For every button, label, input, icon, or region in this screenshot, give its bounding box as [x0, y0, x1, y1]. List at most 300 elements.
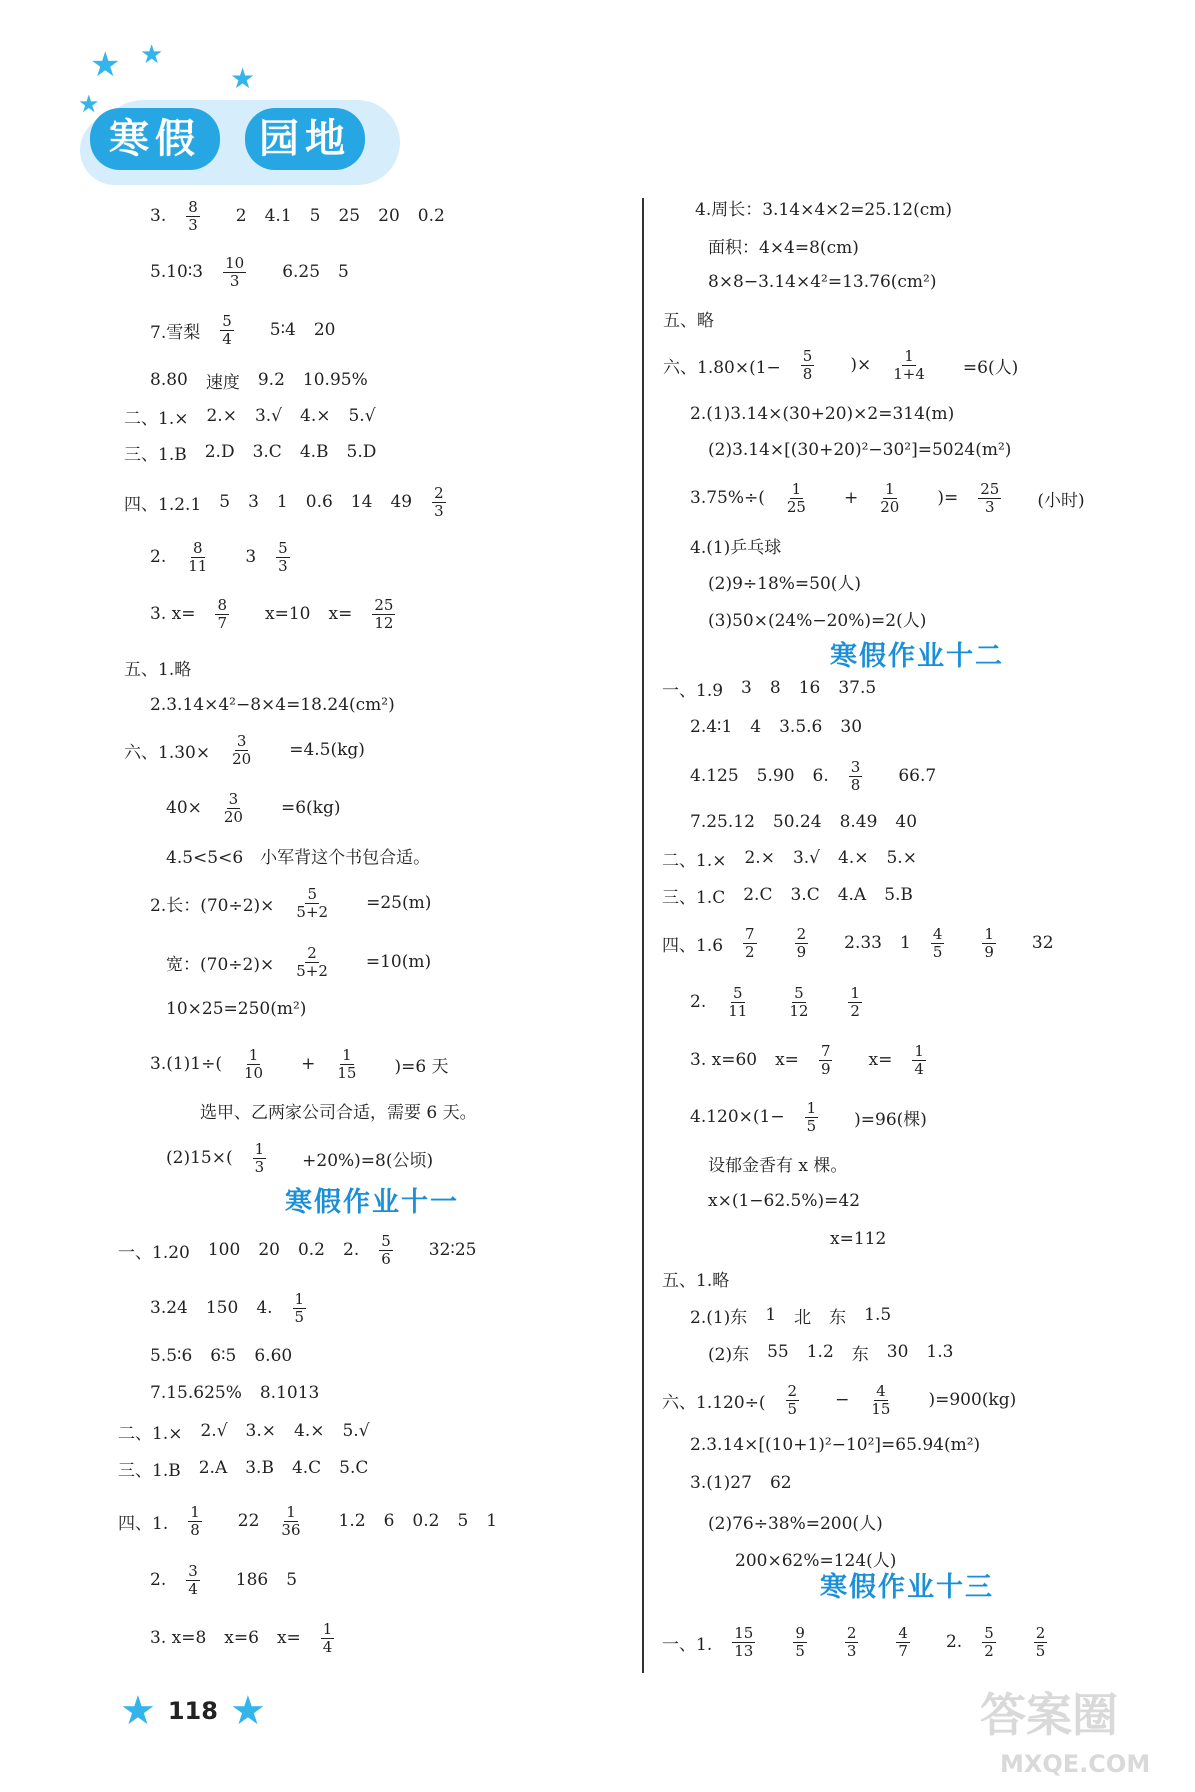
- fraction-denominator: 4: [188, 1579, 198, 1598]
- answer-token: 5.10∶3: [150, 262, 204, 282]
- answer-token: 2.: [150, 1570, 167, 1590]
- answer-token: 面积：4×4=8(cm): [708, 237, 859, 258]
- header-char: 寒: [109, 116, 155, 162]
- answer-token: −: [835, 1390, 850, 1410]
- fraction-denominator: 12: [789, 1001, 809, 1020]
- fraction-numerator: 5: [802, 346, 813, 365]
- fraction-numerator: 1: [190, 1502, 200, 1521]
- fraction-numerator: 25: [374, 595, 394, 614]
- fraction-numerator: 1: [294, 1289, 305, 1308]
- answer-token: 3. x=: [150, 604, 196, 624]
- fraction: [279, 1504, 302, 1539]
- answer-token: 3.(1)1÷(: [150, 1054, 222, 1074]
- fraction: [432, 485, 446, 520]
- answer-token: 5∶4: [269, 320, 296, 340]
- answer-token: 200×62%=124(人): [735, 1550, 897, 1571]
- answer-line: [150, 1038, 467, 1090]
- answer-line: [690, 1034, 962, 1086]
- answer-token: )=900(kg): [928, 1390, 1017, 1410]
- answer-token: 49: [390, 492, 413, 512]
- answer-token: 5.√: [342, 1421, 370, 1441]
- answer-token: 32∶25: [428, 1240, 477, 1260]
- answer-token: 三、1.C: [662, 887, 726, 908]
- fraction: [220, 313, 234, 348]
- fraction: [215, 597, 229, 632]
- fraction-numerator: 1: [984, 924, 994, 943]
- answer-token: 2.4∶1: [690, 717, 733, 737]
- answer-token: 7.15.625%: [150, 1383, 242, 1403]
- answer-token: 东: [829, 1307, 847, 1328]
- fraction: [787, 985, 810, 1020]
- answer-line: [663, 339, 1036, 391]
- star-icon: ★: [78, 90, 100, 118]
- fraction-denominator: 11: [188, 556, 208, 575]
- fraction-numerator: 2: [434, 483, 444, 502]
- fraction-numerator: 1: [806, 1098, 817, 1117]
- answer-token: 4.×: [300, 406, 331, 426]
- answer-line: [118, 1495, 515, 1547]
- fraction: [785, 481, 808, 516]
- answer-token: 1.2: [338, 1511, 366, 1531]
- answer-token: 0.6: [305, 492, 333, 512]
- answer-line: [690, 1091, 945, 1143]
- answer-token: (小时): [1037, 490, 1085, 511]
- answer-token: 3. x=8: [150, 1628, 207, 1648]
- answer-token: 一、1.9: [662, 680, 724, 701]
- answer-line: [690, 701, 880, 753]
- answer-token: 2.(1)东: [690, 1307, 748, 1328]
- answer-token: 1: [276, 492, 288, 512]
- answer-line: [150, 588, 431, 640]
- answer-line: [150, 877, 449, 929]
- answer-token: 40: [895, 812, 918, 832]
- fraction-denominator: 7: [217, 613, 228, 632]
- answer-token: 5: [286, 1570, 298, 1590]
- fraction-numerator: 3: [188, 1561, 198, 1580]
- fraction: [849, 759, 863, 794]
- answer-token: x=112: [830, 1229, 887, 1249]
- answer-token: 二、1.×: [118, 1423, 183, 1444]
- fraction: [253, 1141, 267, 1176]
- fraction-denominator: 10: [244, 1063, 264, 1082]
- answer-token: 40×: [166, 798, 202, 818]
- answer-token: 四、1.: [118, 1513, 169, 1534]
- fraction-denominator: 11: [728, 1001, 748, 1020]
- section-title: 寒假作业十二: [830, 641, 1004, 672]
- fraction-numerator: 8: [193, 538, 203, 557]
- answer-token: 20: [313, 320, 336, 340]
- fraction-numerator: 5: [307, 884, 318, 903]
- answer-line: [150, 1554, 315, 1606]
- answer-token: 3.: [150, 206, 167, 226]
- fraction-denominator: 15: [337, 1063, 357, 1082]
- answer-token: 3.√: [792, 848, 820, 868]
- answer-token: 0.2: [417, 206, 445, 226]
- header-banner: [80, 40, 400, 190]
- answer-token: 55: [767, 1342, 789, 1362]
- fraction-denominator: 36: [281, 1520, 301, 1539]
- fraction-denominator: 1+4: [893, 364, 925, 383]
- answer-token: 四、1.6: [662, 935, 724, 956]
- fraction: [379, 1233, 393, 1268]
- answer-token: 5: [219, 492, 231, 512]
- answer-token: 2: [235, 206, 247, 226]
- fraction: [982, 926, 996, 961]
- header-title-right: [245, 108, 365, 170]
- answer-token: x=: [328, 604, 353, 624]
- answer-token: 3.√: [254, 406, 282, 426]
- answer-token: 三、1.B: [124, 444, 187, 465]
- answer-line: [708, 1326, 971, 1378]
- fraction-denominator: 3: [434, 501, 444, 520]
- answer-token: =10(m): [365, 952, 432, 972]
- answer-token: x=: [775, 1050, 799, 1070]
- answer-token: x=10: [265, 604, 311, 624]
- answer-line: [662, 917, 1072, 969]
- answer-token: 3.(1)27: [690, 1473, 752, 1493]
- answer-token: (3)50×(24%−20%)=2(人): [708, 610, 927, 631]
- answer-token: +: [843, 488, 859, 508]
- answer-token: 8×8−3.14×4²=13.76(cm²): [708, 272, 937, 292]
- answer-token: 4.C: [291, 1458, 322, 1478]
- star-icon: ★: [140, 40, 164, 70]
- star-icon: ★: [90, 45, 121, 85]
- answer-token: 六、1.30×: [124, 742, 211, 763]
- answer-token: 5.C: [339, 1458, 369, 1478]
- fraction-denominator: 3: [188, 215, 198, 234]
- answer-token: 4.A: [837, 885, 867, 905]
- fraction: [891, 348, 927, 383]
- answer-token: 宽：(70÷2)×: [166, 954, 275, 975]
- answer-token: =25(m): [366, 893, 432, 913]
- fraction-numerator: 4: [898, 1623, 908, 1642]
- fraction-denominator: 5: [787, 1399, 798, 1418]
- star-icon: ★: [120, 1688, 156, 1734]
- answer-line: [662, 1616, 1083, 1668]
- answer-token: +20%)=8(公顷): [302, 1150, 434, 1171]
- answer-token: 1: [486, 1511, 498, 1531]
- answer-line: [662, 869, 931, 921]
- page-number: 118: [167, 1697, 218, 1725]
- answer-token: 25: [338, 206, 361, 226]
- fraction-numerator: 2: [1035, 1623, 1046, 1642]
- fraction: [230, 733, 253, 768]
- fraction-numerator: 1: [322, 1619, 333, 1638]
- fraction-numerator: 2: [796, 924, 807, 943]
- answer-token: 186: [235, 1570, 269, 1590]
- answer-token: 3.×: [245, 1421, 276, 1441]
- answer-token: 五、1.略: [124, 659, 192, 680]
- fraction-denominator: 5: [795, 1641, 805, 1660]
- fraction-numerator: 3: [236, 731, 247, 750]
- answer-token: )=6 天: [394, 1056, 449, 1077]
- answer-token: =4.5(kg): [289, 740, 365, 760]
- answer-token: 8.1013: [259, 1383, 320, 1403]
- fraction: [878, 481, 901, 516]
- answer-line: [166, 1132, 451, 1184]
- answer-token: 22: [237, 1511, 260, 1531]
- answer-token: 2.: [690, 992, 707, 1012]
- answer-token: 0.2: [297, 1240, 325, 1260]
- fraction: [186, 1563, 200, 1598]
- fraction-numerator: 5: [794, 983, 804, 1002]
- answer-token: 3: [248, 492, 259, 512]
- answer-token: 2.3.14×4²−8×4=18.24(cm²): [150, 695, 395, 715]
- answer-token: 7.雪梨: [150, 322, 201, 343]
- answer-token: 六、1.80×(1−: [663, 357, 781, 378]
- answer-token: 5.D: [346, 442, 377, 462]
- answer-token: =6(人): [962, 357, 1019, 378]
- answer-token: 四、1.2.1: [124, 494, 202, 515]
- answer-token: x=: [276, 1628, 301, 1648]
- answer-token: 5.B: [884, 885, 913, 905]
- fraction-denominator: 5+2: [296, 961, 328, 980]
- fraction-denominator: 20: [232, 749, 252, 768]
- answer-token: 20: [258, 1240, 280, 1260]
- answer-token: 4.×: [838, 848, 869, 868]
- fraction: [801, 348, 815, 383]
- fraction-denominator: 4: [914, 1059, 924, 1078]
- fraction: [793, 1625, 807, 1660]
- answer-line: [124, 426, 394, 478]
- answer-token: 2.√: [200, 1421, 228, 1441]
- answer-line: [166, 782, 359, 834]
- fraction: [222, 791, 245, 826]
- fraction: [845, 1625, 859, 1660]
- answer-token: 3.C: [790, 885, 820, 905]
- fraction-numerator: 4: [876, 1381, 886, 1400]
- answer-token: 一、1.: [662, 1634, 713, 1655]
- fraction-numerator: 1: [286, 1502, 296, 1521]
- answer-token: x×(1−62.5%)=42: [708, 1191, 861, 1211]
- answer-line: [124, 724, 383, 776]
- fraction-numerator: 7: [820, 1041, 831, 1060]
- fraction: [1034, 1625, 1048, 1660]
- answer-token: 4.(1)乒乓球: [690, 537, 782, 558]
- fraction-numerator: 1: [914, 1041, 924, 1060]
- fraction-denominator: 8: [802, 364, 813, 383]
- fraction-numerator: 5: [984, 1623, 994, 1642]
- answer-token: 30: [886, 1342, 909, 1362]
- fraction: [186, 540, 209, 575]
- answer-token: (2)东: [708, 1344, 750, 1365]
- answer-token: 4.B: [299, 442, 329, 462]
- answer-token: 速度: [205, 372, 240, 393]
- fraction-numerator: 4: [932, 924, 943, 943]
- fraction-numerator: 3: [850, 757, 861, 776]
- answer-token: (2)9÷18%=50(人): [708, 573, 862, 594]
- fraction-denominator: 5+2: [296, 902, 329, 921]
- answer-line: [708, 256, 954, 308]
- answer-token: 4.周长：3.14×4×2=25.12(cm): [695, 199, 953, 220]
- fraction-denominator: 2: [745, 942, 755, 961]
- fraction-numerator: 1: [254, 1139, 265, 1158]
- answer-token: 1: [900, 933, 911, 953]
- answer-line: [830, 1213, 904, 1265]
- answer-token: 3: [741, 678, 752, 698]
- star-icon: ★: [229, 1688, 266, 1734]
- fraction: [732, 1625, 755, 1660]
- fraction-denominator: 9: [984, 942, 994, 961]
- fraction-denominator: 3: [254, 1157, 265, 1176]
- answer-token: )×: [850, 355, 872, 375]
- answer-token: 9.2: [257, 370, 285, 390]
- answer-token: 4: [750, 717, 762, 737]
- section-title: 寒假作业十一: [285, 1187, 459, 1218]
- answer-line: [166, 983, 324, 1035]
- answer-line: [166, 936, 449, 988]
- fraction: [294, 886, 330, 921]
- fraction-numerator: 5: [222, 311, 232, 330]
- answer-token: 16: [798, 678, 821, 698]
- answer-token: 2.: [343, 1240, 360, 1260]
- fraction-denominator: 20: [223, 807, 243, 826]
- answer-token: 30: [840, 717, 863, 737]
- fraction: [186, 199, 200, 234]
- fraction-numerator: 1: [850, 983, 860, 1002]
- answer-token: 1.5: [864, 1305, 892, 1325]
- fraction: [293, 1291, 307, 1326]
- answer-token: 3.24: [150, 1298, 188, 1318]
- answer-token: 3.C: [252, 442, 282, 462]
- answer-line: [150, 246, 367, 298]
- fraction: [795, 926, 809, 961]
- answer-line: [124, 476, 482, 528]
- answer-token: x=6: [224, 1628, 259, 1648]
- answer-token: 六、1.120÷(: [662, 1392, 766, 1413]
- answer-token: 150: [205, 1298, 239, 1318]
- answer-token: 3.75%÷(: [690, 488, 765, 508]
- answer-token: 2.33: [844, 933, 882, 953]
- fraction: [372, 597, 395, 632]
- watermark-logo: 答案圈: [980, 1688, 1118, 1742]
- fraction-numerator: 25: [980, 479, 1000, 498]
- answer-token: 8: [769, 678, 781, 698]
- answer-token: 1: [765, 1305, 777, 1325]
- answer-token: 4.125: [690, 766, 739, 786]
- answer-line: [690, 750, 954, 802]
- fraction: [805, 1100, 819, 1135]
- answer-token: 2.×: [744, 848, 775, 868]
- answer-token: 2.D: [204, 442, 235, 462]
- answer-token: 选甲、乙两家公司合适，需要 6 天。: [200, 1102, 477, 1123]
- answer-token: 62: [769, 1473, 792, 1493]
- answer-token: 3.5.6: [779, 717, 823, 737]
- answer-token: 2.: [150, 547, 167, 567]
- answer-token: 2.3.14×[(10+1)²−10²]=65.94(m²): [690, 1435, 981, 1455]
- fraction-numerator: 2: [846, 1623, 857, 1642]
- fraction-denominator: 3: [229, 271, 240, 290]
- answer-token: 北: [794, 1307, 812, 1328]
- answer-token: 4.: [256, 1298, 273, 1318]
- header-title-left: [90, 108, 220, 170]
- answer-token: 5.5∶6: [150, 1346, 193, 1366]
- answer-token: 8.80: [150, 370, 188, 390]
- answer-line: [690, 472, 1103, 524]
- fraction: [335, 1047, 358, 1082]
- fraction-numerator: 1: [342, 1045, 352, 1064]
- fraction-denominator: 5: [932, 942, 943, 961]
- fraction-numerator: 8: [217, 595, 228, 614]
- fraction-denominator: 3: [846, 1641, 857, 1660]
- answer-token: 三、1.B: [118, 1460, 181, 1481]
- answer-line: [150, 190, 463, 242]
- fraction: [294, 945, 330, 980]
- answer-token: 100: [207, 1240, 241, 1260]
- answer-token: 10.95%: [302, 370, 368, 390]
- fraction-numerator: 1: [791, 479, 802, 498]
- answer-token: 一、1.20: [118, 1242, 190, 1263]
- fraction-denominator: 13: [734, 1641, 754, 1660]
- fraction: [726, 985, 749, 1020]
- answer-token: 20: [378, 206, 400, 226]
- fraction-denominator: 8: [850, 775, 861, 794]
- answer-token: 8.49: [839, 812, 878, 832]
- fraction-denominator: 7: [898, 1641, 908, 1660]
- fraction-numerator: 15: [734, 1623, 754, 1642]
- fraction-denominator: 6: [381, 1249, 391, 1268]
- fraction-numerator: 2: [787, 1381, 798, 1400]
- answer-token: 1.3: [926, 1342, 954, 1362]
- answer-line: [118, 1442, 386, 1494]
- answer-line: [150, 1282, 342, 1334]
- fraction-numerator: 5: [381, 1231, 391, 1250]
- header-char: 地: [305, 116, 351, 162]
- fraction-numerator: 2: [307, 943, 317, 962]
- fraction: [848, 985, 862, 1020]
- answer-token: (2)15×(: [166, 1148, 233, 1168]
- answer-token: 6∶5: [210, 1346, 237, 1366]
- fraction-denominator: 4: [222, 329, 232, 348]
- answer-token: 2.A: [198, 1458, 228, 1478]
- fraction: [896, 1625, 910, 1660]
- fraction-denominator: 20: [880, 497, 900, 516]
- fraction-denominator: 9: [820, 1059, 831, 1078]
- fraction-denominator: 25: [786, 497, 806, 516]
- fraction: [188, 1504, 202, 1539]
- page-footer: [120, 1688, 266, 1734]
- answer-token: 五、1.略: [662, 1270, 730, 1291]
- fraction: [743, 926, 757, 961]
- answer-line: [150, 531, 326, 583]
- answer-token: 7.25.12: [690, 812, 755, 832]
- answer-token: 6.: [812, 766, 829, 786]
- fraction: [819, 1043, 833, 1078]
- fraction-numerator: 1: [885, 479, 895, 498]
- fraction-denominator: 5: [294, 1307, 305, 1326]
- answer-token: 5.90: [756, 766, 795, 786]
- answer-token: 5: [338, 262, 349, 282]
- fraction: [869, 1383, 892, 1418]
- answer-token: 二、1.×: [662, 850, 727, 871]
- answer-token: 4.×: [294, 1421, 325, 1441]
- answer-token: 3: [245, 547, 257, 567]
- fraction-numerator: 5: [733, 983, 743, 1002]
- watermark-url: MXQE.COM: [1000, 1750, 1151, 1778]
- answer-token: 2.C: [743, 885, 773, 905]
- fraction-denominator: 2: [850, 1001, 860, 1020]
- answer-token: 4.1: [264, 206, 292, 226]
- answer-token: 6: [383, 1511, 395, 1531]
- answer-line: [118, 1224, 494, 1276]
- header-char: 假: [155, 116, 201, 162]
- fraction-denominator: 4: [322, 1637, 333, 1656]
- fraction-denominator: 3: [984, 497, 995, 516]
- answer-token: 5.√: [348, 406, 376, 426]
- fraction-numerator: 9: [795, 1623, 805, 1642]
- fraction-denominator: 5: [806, 1116, 817, 1135]
- fraction-denominator: 2: [984, 1641, 994, 1660]
